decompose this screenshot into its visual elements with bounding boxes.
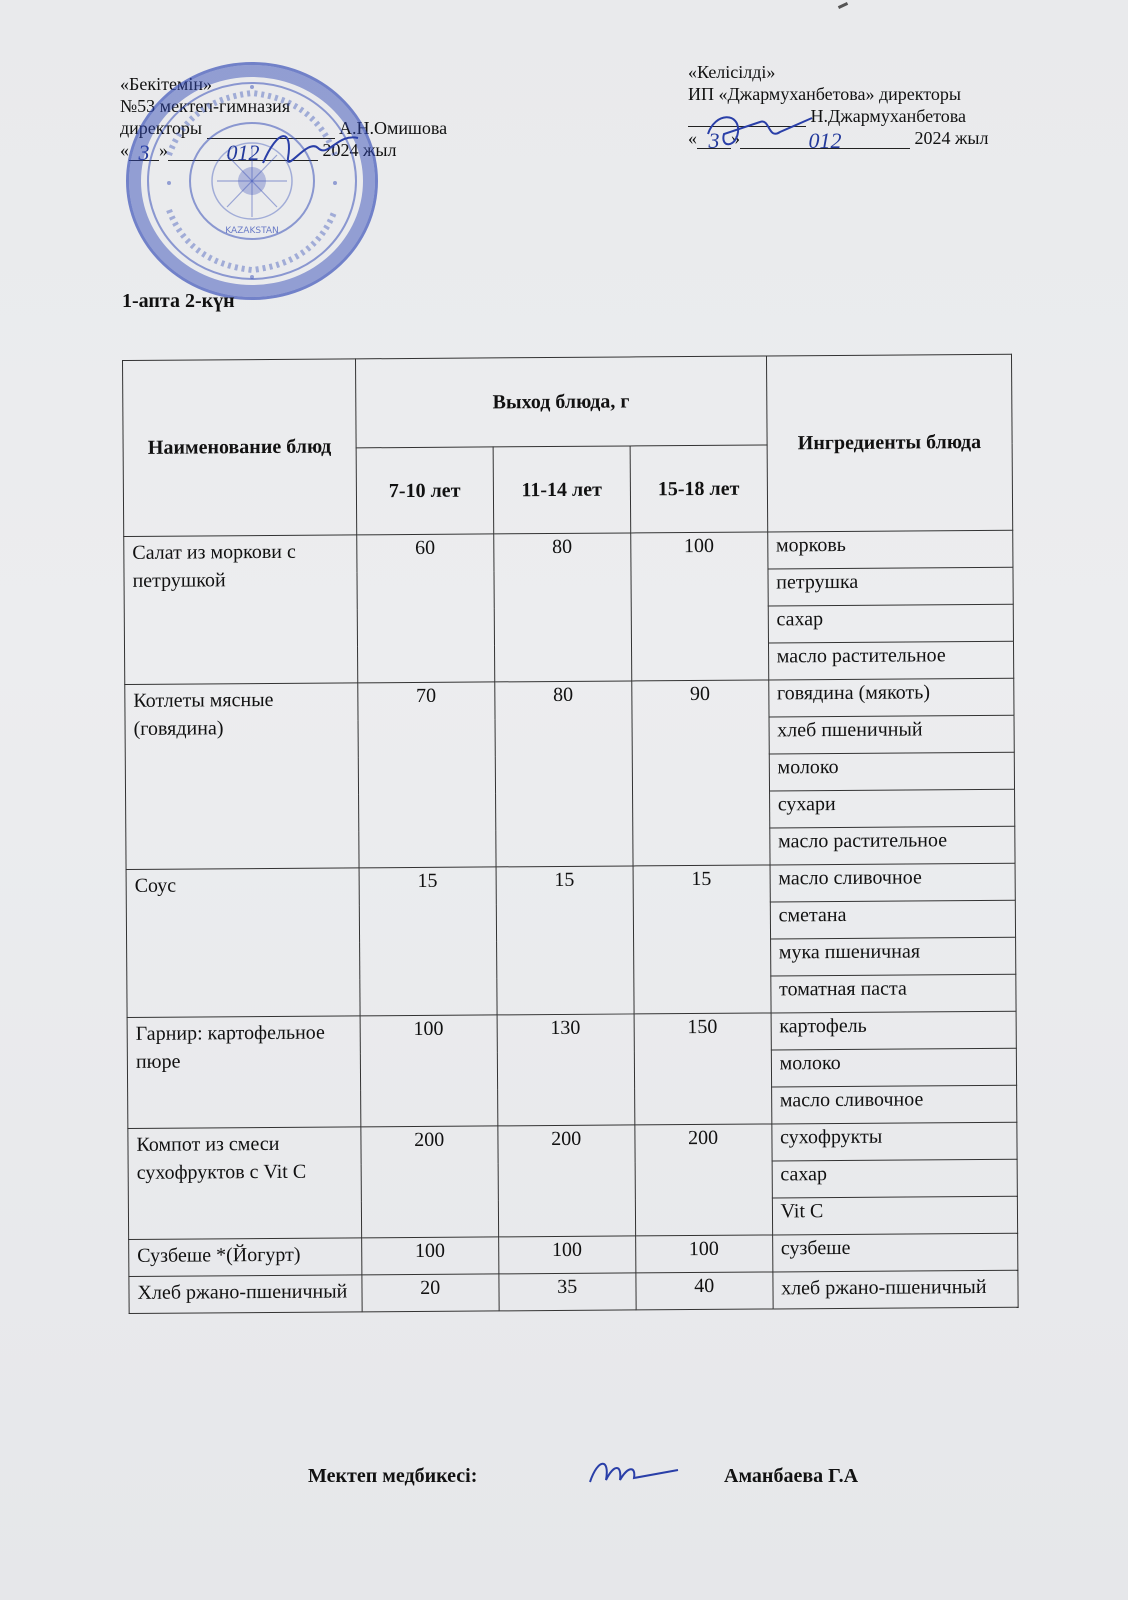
week-day-heading: 1-апта 2-күн (122, 290, 235, 312)
approval-left-title: «Бекітемін» (120, 74, 212, 94)
menu-table (122, 354, 1019, 1314)
footer-label: Мектеп медбикесі: (308, 1465, 478, 1487)
approval-right-name: Н.Джармуханбетова (810, 106, 966, 126)
ingredient: масло растительное (769, 826, 1015, 865)
yield-7-10: 20 (362, 1274, 499, 1312)
date-quote-close-right: » (731, 128, 740, 148)
footer-nurse-name: Аманбаева Г.А (724, 1465, 859, 1487)
table-row (129, 1270, 1018, 1313)
yield-7-10: 100 (360, 1015, 498, 1127)
ingredient: масло растительное (768, 641, 1014, 680)
ingredient: сузбеше (772, 1233, 1018, 1272)
ingredient: морковь (767, 530, 1013, 569)
ingredient: масло сливочное (771, 1085, 1017, 1124)
dish-name: Котлеты мясные (говядина) (125, 683, 359, 870)
approval-left-name: А.Н.Омишова (339, 118, 448, 138)
yield-11-14: 35 (499, 1273, 636, 1311)
ingredient: хлеб ржано-пшеничный (773, 1270, 1019, 1309)
ingredient: масло сливочное (770, 863, 1016, 902)
yield-11-14: 15 (496, 866, 634, 1015)
signature-left (258, 118, 368, 178)
paper-mark (838, 2, 848, 9)
date-quote-open-right: « (688, 128, 697, 148)
table-row (129, 1233, 1018, 1276)
yield-15-18: 150 (634, 1013, 772, 1125)
yield-11-14: 80 (495, 681, 633, 867)
ingredient: сухофрукты (772, 1122, 1018, 1161)
yield-11-14: 100 (498, 1236, 635, 1274)
yield-11-14: 200 (498, 1125, 636, 1237)
table-row (124, 530, 1013, 573)
yield-15-18: 90 (631, 680, 769, 866)
yield-7-10: 200 (361, 1126, 499, 1238)
yield-7-10: 70 (358, 682, 496, 868)
header-age-11-14: 11-14 лет (493, 446, 631, 534)
approval-left-org: №53 мектеп-гимназия (120, 96, 291, 116)
ingredient: сахар (772, 1159, 1018, 1198)
signature-nurse (584, 1452, 684, 1492)
yield-7-10: 15 (359, 867, 497, 1016)
table-row (126, 863, 1015, 906)
seal-center-text: KAZAKSTAN (225, 226, 279, 236)
header-yield: Выход блюда, г (355, 356, 766, 448)
signature-right (700, 104, 820, 154)
ingredient: петрушка (768, 567, 1014, 606)
yield-7-10: 60 (357, 534, 495, 683)
ingredient: сухари (769, 789, 1015, 828)
table-row (128, 1122, 1017, 1165)
approval-right-title: «Келісілді» (688, 62, 776, 82)
ingredient: мука пшеничная (770, 937, 1016, 976)
header-age-7-10: 7-10 лет (356, 447, 494, 535)
dish-name: Салат из моркови с петрушкой (124, 535, 358, 685)
yield-15-18: 15 (633, 865, 771, 1014)
ingredient: сахар (768, 604, 1014, 643)
ingredient: хлеб пшеничный (769, 715, 1015, 754)
dish-name: Сузбеше *(Йогурт) (129, 1238, 362, 1277)
header-age-15-18: 15-18 лет (630, 445, 768, 533)
ingredient: говядина (мякоть) (768, 678, 1014, 717)
ingredient: томатная паста (770, 974, 1016, 1013)
table-header-row (123, 354, 1013, 449)
dish-name: Хлеб ржано-пшеничный (129, 1275, 362, 1314)
ingredient: картофель (771, 1011, 1017, 1050)
yield-15-18: 40 (636, 1272, 773, 1310)
approval-right-year: 2024 жыл (914, 128, 989, 148)
table-row (125, 678, 1014, 721)
approval-right-org: ИП «Джармуханбетова» директоры (688, 84, 962, 104)
approval-left-date-month: 012 (168, 142, 318, 161)
ingredient: молоко (769, 752, 1015, 791)
approval-right-date-month: 012 (740, 130, 910, 149)
header-ingredients: Ингредиенты блюда (766, 354, 1013, 532)
ingredient: молоко (771, 1048, 1017, 1087)
ingredient: сметана (770, 900, 1016, 939)
approval-left-date-day: 3 (129, 142, 159, 161)
yield-11-14: 130 (497, 1014, 635, 1126)
yield-15-18: 100 (630, 532, 768, 681)
header-dish-name: Наименование блюд (123, 359, 357, 537)
yield-15-18: 100 (635, 1235, 772, 1273)
yield-11-14: 80 (493, 533, 631, 682)
approval-left-year: 2024 жыл (322, 140, 397, 160)
yield-15-18: 200 (635, 1124, 773, 1236)
table-row (127, 1011, 1016, 1054)
stamp-seal-graphic (129, 65, 375, 297)
date-quote-close: » (159, 140, 168, 160)
dish-name: Гарнир: картофельное пюре (127, 1016, 361, 1129)
approval-right-date-day: 3 (697, 130, 731, 149)
dish-name: Компот из смеси сухофруктов с Vit C (128, 1127, 362, 1240)
yield-7-10: 100 (361, 1237, 498, 1275)
stamp-seal (126, 62, 378, 300)
ingredient: Vit C (772, 1196, 1018, 1235)
dish-name: Соус (126, 868, 360, 1018)
date-quote-open: « (120, 140, 129, 160)
approval-left-position: директоры (120, 118, 203, 138)
